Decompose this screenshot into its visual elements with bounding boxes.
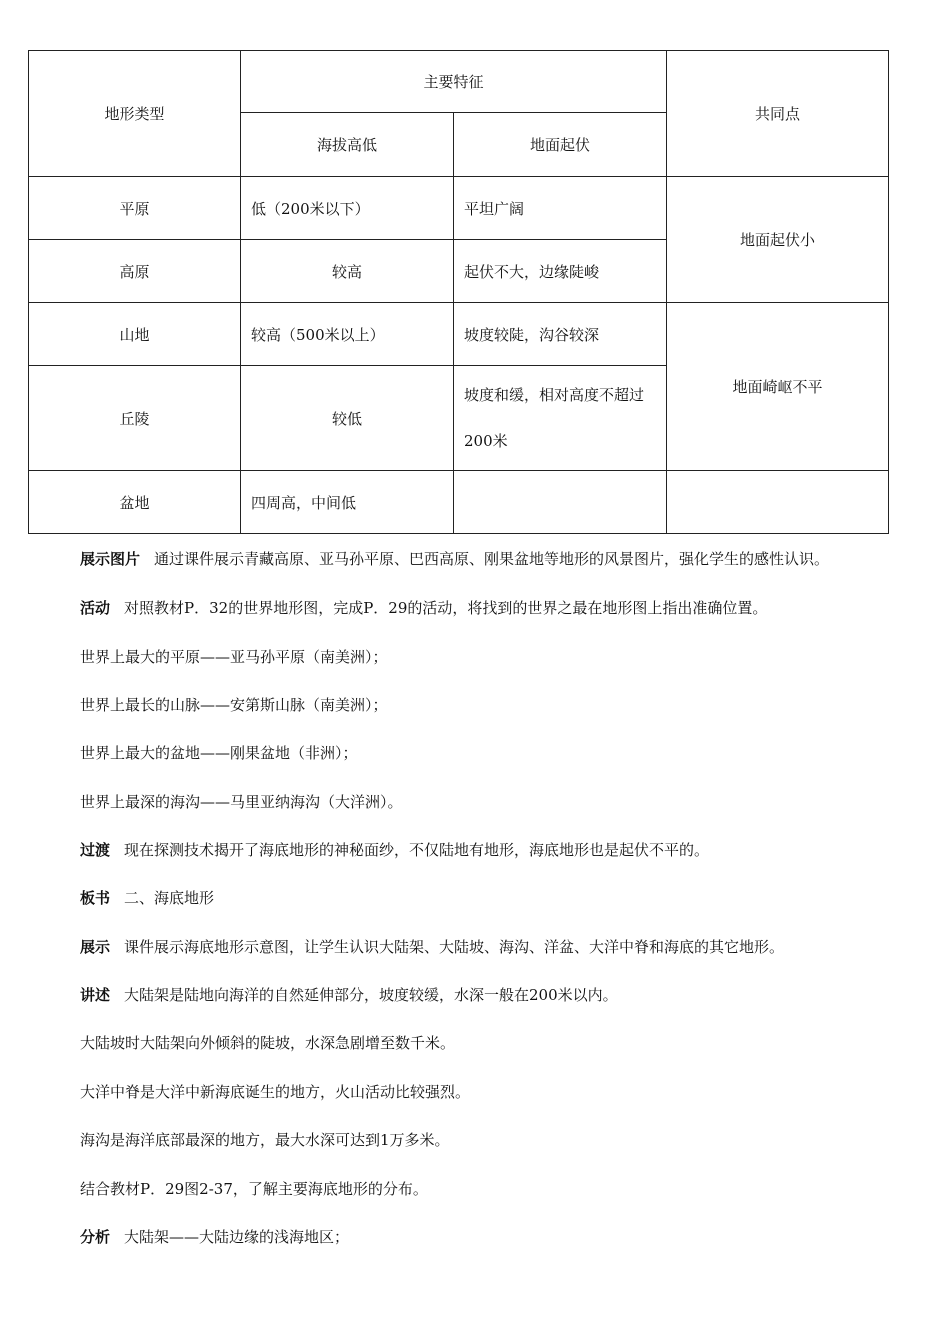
terrain-name: 高原 [29,240,241,303]
table-row [29,303,889,366]
table-row [29,177,889,240]
paragraph-text: 海沟是海洋底部最深的地方，最大水深可达到1万多米。 [80,1131,450,1149]
paragraph [80,743,358,763]
terrain-name: 盆地 [29,471,241,534]
header-terrain-type: 地形类型 [29,51,241,177]
paragraph [80,1033,455,1053]
common-feature [667,471,889,534]
terrain-relief: 平坦广阔 [454,177,667,240]
paragraph-text: 现在探测技术揭开了海底地形的神秘面纱，不仅陆地有地形，海底地形也是起伏不平的。 [124,841,710,859]
paragraph-tag: 过渡 [80,841,111,859]
paragraph-tag: 分析 [80,1228,111,1246]
paragraph-text: 二、海底地形 [124,889,215,907]
paragraph [80,792,403,812]
paragraph-tag: 讲述 [80,986,111,1004]
header-common: 共同点 [667,51,889,177]
paragraph [80,549,829,569]
paragraph-text: 世界上最长的山脉——安第斯山脉（南美洲）； [80,696,388,714]
terrain-name: 平原 [29,177,241,240]
paragraph [80,840,709,860]
paragraph-text: 大陆坡时大陆架向外倾斜的陡坡，水深急剧增至数千米。 [80,1034,456,1052]
paragraph [80,1130,450,1150]
paragraph-text: 大陆架是陆地向海洋的自然延伸部分，坡度较缓，水深一般在200米以内。 [124,986,618,1004]
paragraph-text: 课件展示海底地形示意图，让学生认识大陆架、大陆坡、海沟、洋盆、大洋中脊和海底的其它地形。 [124,938,785,956]
terrain-relief: 起伏不大，边缘陡峻 [454,240,667,303]
paragraph-text: 通过课件展示青藏高原、亚马孙平原、巴西高原、刚果盆地等地形的风景图片，强化学生的感性认识。 [154,550,830,568]
paragraph [80,937,784,957]
terrain-name: 山地 [29,303,241,366]
paragraph-text: 大洋中脊是大洋中新海底诞生的地方，火山活动比较强烈。 [80,1083,471,1101]
table-row [29,471,889,534]
terrain-relief: 坡度和缓，相对高度不超过200米 [454,366,667,471]
paragraph [80,695,388,715]
paragraph-text: 世界上最大的平原——亚马孙平原（南美洲）； [80,648,388,666]
paragraph [80,985,618,1005]
terrain-name: 丘陵 [29,366,241,471]
terrain-elevation: 低（200米以下） [241,177,454,240]
paragraph-tag: 活动 [80,599,111,617]
paragraph-tag: 展示图片 [80,550,141,568]
paragraph [80,598,767,618]
terrain-elevation: 较高（500米以上） [241,303,454,366]
terrain-elevation: 四周高，中间低 [241,471,454,534]
paragraph-tag: 展示 [80,938,111,956]
paragraph [80,647,388,667]
paragraph [80,1179,428,1199]
common-feature: 地面起伏小 [667,177,889,303]
header-elevation: 海拔高低 [241,113,454,177]
header-relief: 地面起伏 [454,113,667,177]
terrain-elevation: 较高 [241,240,454,303]
paragraph [80,1227,349,1247]
terrain-table [28,50,889,534]
paragraph-text: 世界上最大的盆地——刚果盆地（非洲）； [80,744,358,762]
terrain-relief [454,471,667,534]
paragraph-tag: 板书 [80,889,111,907]
paragraph-text: 对照教材P．32的世界地形图，完成P．29的活动，将找到的世界之最在地形图上指出准确位置。 [124,599,768,617]
paragraph-text: 世界上最深的海沟——马里亚纳海沟（大洋洲）。 [80,793,403,811]
common-feature: 地面崎岖不平 [667,303,889,471]
terrain-relief: 坡度较陡，沟谷较深 [454,303,667,366]
header-main-features: 主要特征 [241,51,667,113]
paragraph-text: 大陆架——大陆边缘的浅海地区； [124,1228,350,1246]
paragraph-text: 结合教材P．29图2-37，了解主要海底地形的分布。 [80,1180,428,1198]
paragraph [80,1082,470,1102]
paragraph [80,888,214,908]
terrain-elevation: 较低 [241,366,454,471]
